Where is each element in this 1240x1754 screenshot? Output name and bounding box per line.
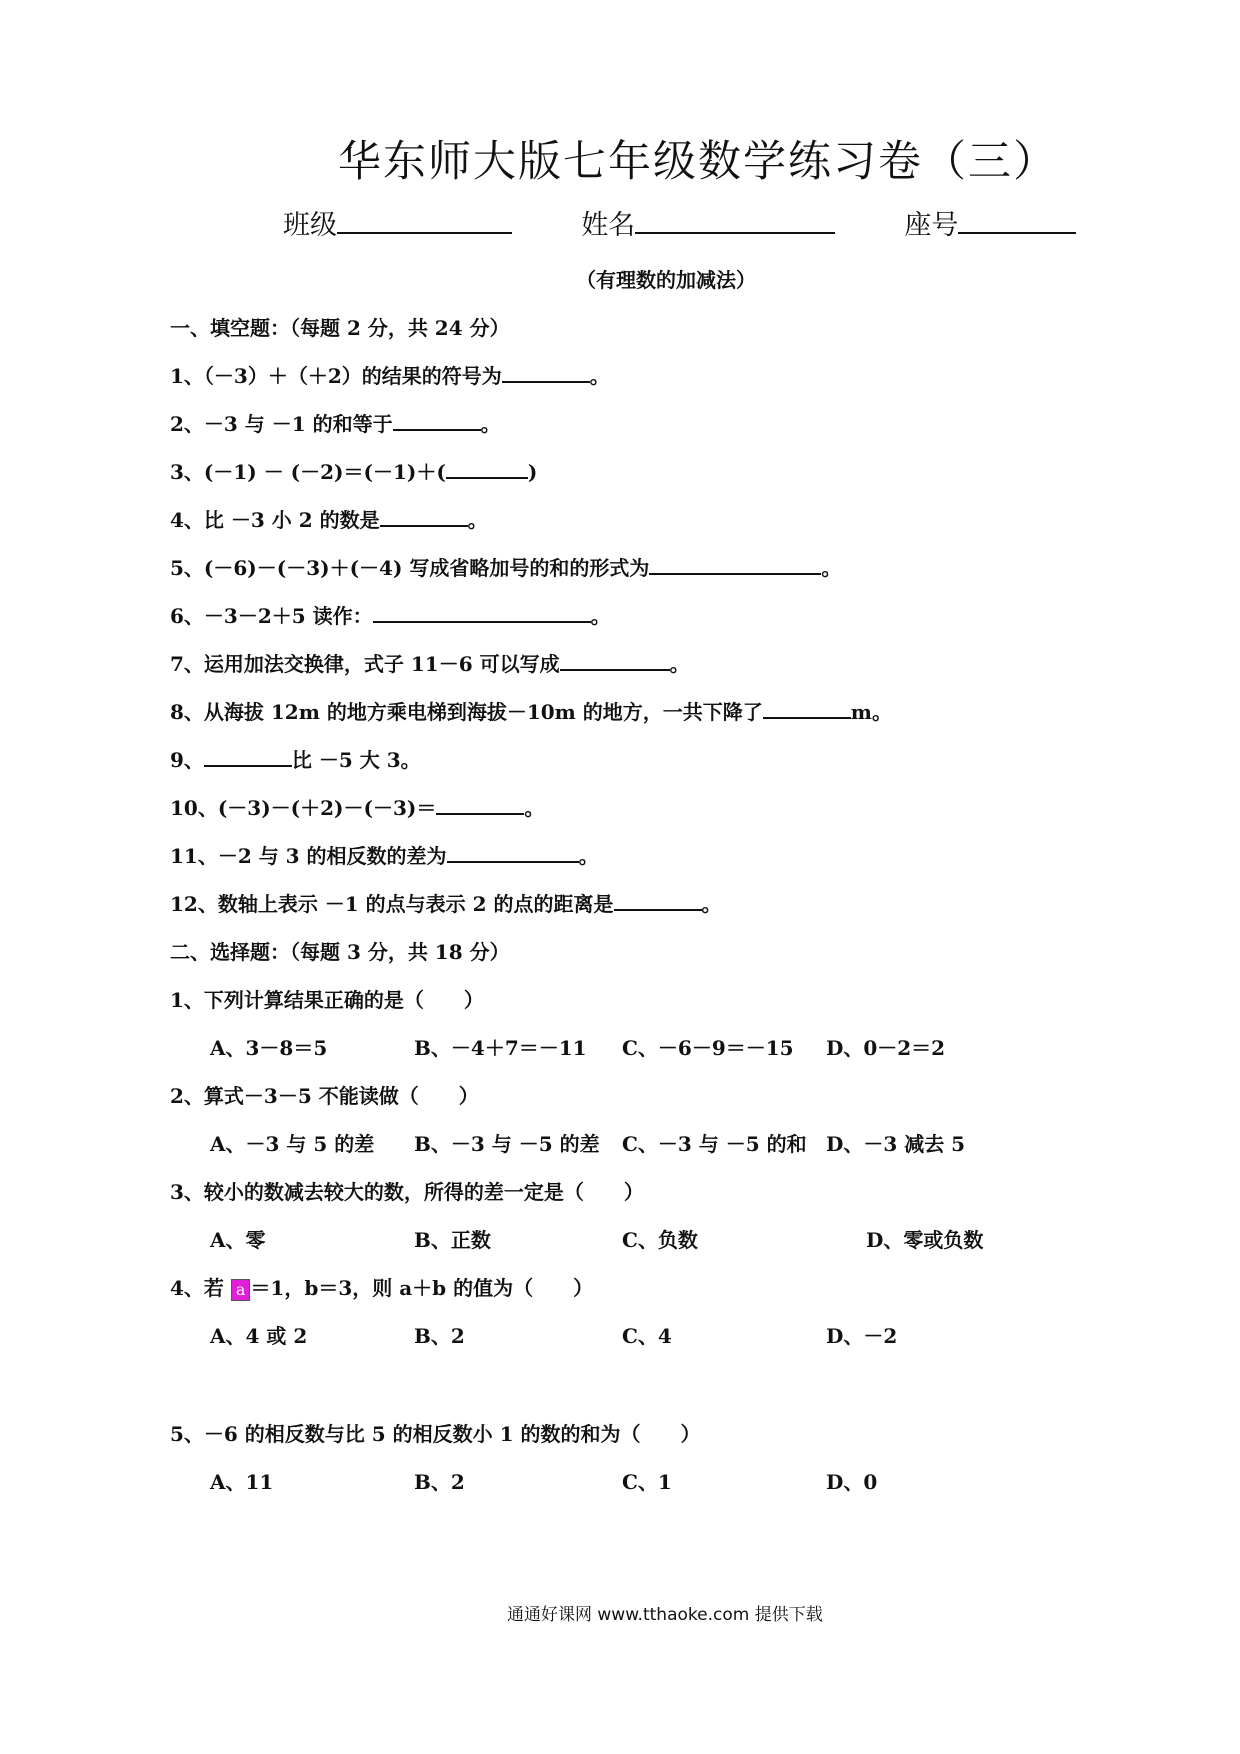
class-blank xyxy=(337,210,512,234)
option-d: D、0－2＝2 xyxy=(826,1036,946,1060)
option-a: A、4 或 2 xyxy=(210,1324,308,1348)
fill-item: 11、－2 与 3 的相反数的差为 。 xyxy=(170,844,599,868)
option-b: B、2 xyxy=(414,1470,465,1494)
absolute-value-marker: a xyxy=(231,1279,251,1301)
question-stem: 4、若 a ＝1，b＝3，则 a＋b 的值为（ ） xyxy=(170,1276,594,1300)
page-title: 华东师大版七年级数学练习卷（三） xyxy=(338,137,1058,187)
fill-item: 7、运用加法交换律，式子 11－6 可以写成 。 xyxy=(170,652,690,676)
fill-item: 10、(－3)－(＋2)－(－3)＝ 。 xyxy=(170,796,545,820)
fill-item: 8、从海拔 12m 的地方乘电梯到海拔－10m 的地方，一共下降了 m。 xyxy=(170,700,892,724)
section2-heading: 二、选择题：（每题 3 分，共 18 分） xyxy=(170,940,510,964)
section1-heading: 一、填空题：（每题 2 分，共 24 分） xyxy=(170,316,510,340)
student-info-row xyxy=(283,203,1076,242)
seat-blank xyxy=(958,210,1076,234)
option-a: A、3－8＝5 xyxy=(210,1036,328,1060)
subtitle: （有理数的加减法） xyxy=(576,268,756,292)
option-d: D、0 xyxy=(826,1470,878,1494)
option-c: C、4 xyxy=(622,1324,672,1348)
option-c: C、1 xyxy=(622,1470,672,1494)
option-b: B、正数 xyxy=(414,1228,491,1252)
answer-blank xyxy=(649,555,821,575)
answer-blank xyxy=(436,795,524,815)
question-stem: 3、较小的数减去较大的数，所得的差一定是（ ） xyxy=(170,1180,644,1204)
option-d: D、－3 减去 5 xyxy=(826,1132,966,1156)
answer-blank xyxy=(447,843,579,863)
option-b: B、－3 与 －5 的差 xyxy=(414,1132,600,1156)
answer-blank xyxy=(446,459,528,479)
question-stem: 1、下列计算结果正确的是（ ） xyxy=(170,988,484,1012)
option-a: A、零 xyxy=(210,1228,266,1252)
answer-blank xyxy=(614,891,702,911)
name-blank xyxy=(635,210,835,234)
page-footer: 通通好课网 www.tthaoke.com 提供下载 xyxy=(507,1605,823,1625)
answer-blank xyxy=(380,507,468,527)
fill-item: 9、 比 －5 大 3。 xyxy=(170,748,421,772)
fill-item: 1、（－3）＋（＋2）的结果的符号为 。 xyxy=(170,364,610,388)
fill-item: 2、－3 与 －1 的和等于 。 xyxy=(170,412,501,436)
option-b: B、－4＋7＝－11 xyxy=(414,1036,587,1060)
option-d: D、零或负数 xyxy=(866,1228,984,1252)
answer-blank xyxy=(204,747,292,767)
fill-item: 12、数轴上表示 －1 的点与表示 2 的点的距离是 。 xyxy=(170,892,722,916)
answer-blank xyxy=(502,363,590,383)
answer-blank xyxy=(763,699,851,719)
question-stem: 5、－6 的相反数与比 5 的相反数小 1 的数的和为（ ） xyxy=(170,1422,701,1446)
class-label: 班级 xyxy=(283,210,337,241)
option-c: C、负数 xyxy=(622,1228,698,1252)
name-label: 姓名 xyxy=(581,210,636,241)
option-d: D、－2 xyxy=(826,1324,898,1348)
answer-blank xyxy=(393,411,481,431)
fill-item: 4、比 －3 小 2 的数是 。 xyxy=(170,508,488,532)
option-a: A、11 xyxy=(210,1470,274,1494)
fill-item: 3、(－1) － (－2)＝(－1)＋( ) xyxy=(170,460,538,484)
option-c: C、－3 与 －5 的和 xyxy=(622,1132,807,1156)
fill-item: 6、－3－2＋5 读作： 。 xyxy=(170,604,611,628)
option-b: B、2 xyxy=(414,1324,465,1348)
answer-blank xyxy=(373,603,591,623)
option-c: C、－6－9＝－15 xyxy=(622,1036,794,1060)
fill-item: 5、(－6)－(－3)＋(－4) 写成省略加号的和的形式为 。 xyxy=(170,556,842,580)
question-stem: 2、算式－3－5 不能读做（ ） xyxy=(170,1084,479,1108)
seat-label: 座号 xyxy=(904,210,959,241)
option-a: A、－3 与 5 的差 xyxy=(210,1132,375,1156)
answer-blank xyxy=(560,651,670,671)
